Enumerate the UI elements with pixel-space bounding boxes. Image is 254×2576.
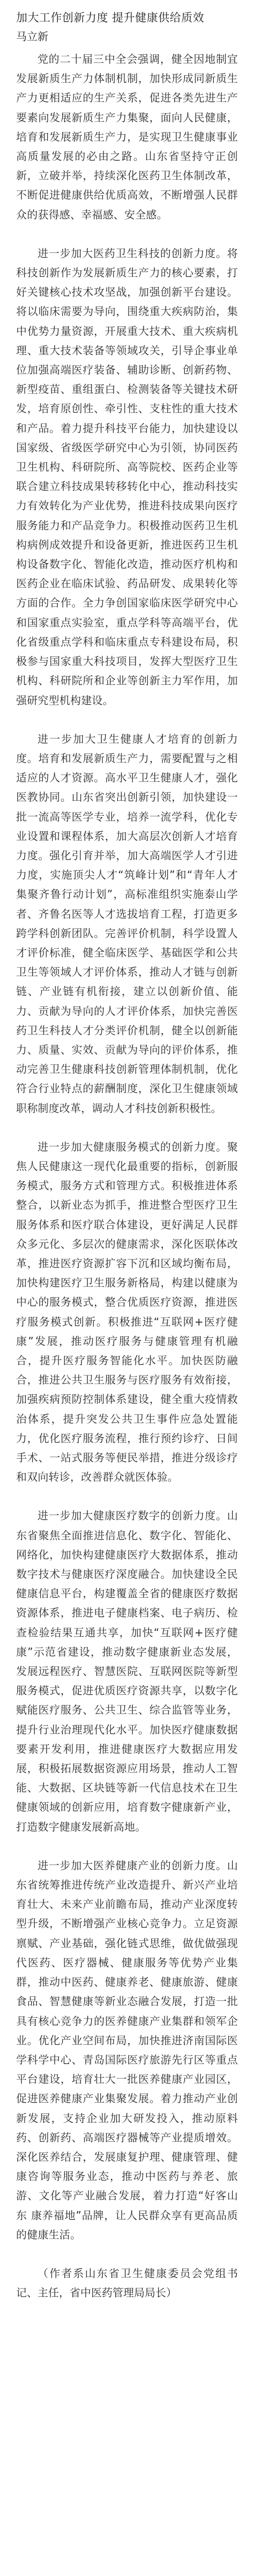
article-intro-paragraph: 党的二十届三中全会强调，健全因地制宜发展新质生产力体制机制，加快形成同新质生产力更相适应的生产关系，促进各类先进生产要素向发展新质生产力集聚，面向人民健康，培育和发展新质生产力，是实现卫生健康事业高质量发展的必由之路。山东省坚持守正创新，立破并举，持续深化医药卫生体制改革，不断促进健康供给优质高效，不断增强人民群众的获得感、幸福感、安全感。 [16,53,238,221]
author-note: （作者系山东省卫生健康委员会党组书记、主任，省中医药管理局局长） [16,2266,238,2300]
section-paragraph-tech-innovation: 进一步加大医药卫生科技的创新力度。将科技创新作为发展新质生产力的核心要素，打好关键核心技术攻坚战，加强创新平台建设。将以临床需要为导向，围绕重大疾病防治，集中优势力量资源，开展重大技术、重大疾病机理、重大技术装备等领域攻关，引导企事业单位加强高端医疗装备、辅助诊断、创新药物、新型疫苗、重组蛋白、检测装备等关键技术研发，培育原创性、牵引性、支柱性的重大技术和产品。着力提升科技平台能力，加快建设以国家级、省级医学研究中心为引领，协同医药卫生机构、科研院所、高等院校、医药企业等联合建立科技成果转移转化中心，推动科技实力有效转化为产业优势，推进科技成果向医疗服务能力和产品竞争力。积极推动医药卫生机构病例成效提升和设备更新，推进医药卫生机构设备数字化、智能化改造，推动医疗机构和医药企业在临床试验、药品研发、成果转化等方面的合作。全力争创国家临床医学研究中心和国家重点实验室，重点学科等高端平台，优化省级重点学科和临床重点专科建设布局，积极参与国家重大科技项目，发挥大型医疗卫生机构、科研院所和企业等创新主力军作用，加强研究型机构建设。 [16,246,238,707]
article-author: 马立新 [16,30,48,43]
section-gap [16,1487,238,1506]
section-gap [16,1118,238,1137]
section-gap [16,224,238,244]
section-gap [16,710,238,729]
section-paragraph-talent-cultivation: 进一步加大卫生健康人才培育的创新力度。培育和发展新质生产力，需要配置与之相适应的人才资源。高水平卫生健康人才，强化医教协同。山东省突出创新引领，加快建设一批一流高等医学专业，培养一流学科，优化专业设置和课程体系，加大高层次创新人才培育力度。强化引育并举，加大高端医学人才引进力度，实施顶尖人才“筑峰计划”和“青年人才集聚齐鲁行动计划”，高标准组织实施泰山学者、齐鲁名医等人才选拔培育工程，打造更多跨学科创新团队。完善评价机制，科学设置人才评价标准，健全临床医学、基础医学和公共卫生等领域人才评价体系，推动人才链与创新链、产业链有机衔接，建立以创新价值、能力、贡献为导向的人才评价体系，加快完善医药卫生科技人才分类评价机制，健全以创新能力、质量、实效、贡献为导向的评价体系，推动完善卫生健康科技创新管理体制机制，优化符合行业特点的薪酬制度，深化卫生健康领域职称制度改革，调动人才科技创新积极性。 [16,732,238,1115]
article-title: 加大工作创新力度 提升健康供给质效 [16,11,205,24]
section-paragraph-service-model: 进一步加大健康服务模式的创新力度。聚焦人民健康这一现代化最重要的指标，创新服务模式，服务方式和管理方式。积极推进体系整合，以新业态为抓手，推进整合型医疗卫生服务体系和医疗联合体建设，更好满足人民群众多元化、多层次的健康需求，深化医联体改革，推进医疗资源扩容下沉和区域均衡布局，加快构建医疗卫生服务新格局，构建以健康为中心的服务模式，整合优质医疗资源，推进医疗服务模式创新。积极推进“互联网+医疗健康”发展，推动医疗服务与健康管理有机融合，提升医疗服务智能化水平。加快医防融合，推进公共卫生服务与医疗服务有效衔接，加强疾病预防控制体系建设，健全重大疫情救治体系，提升突发公共卫生事件应急处置能力，优化医疗服务流程，推行预约诊疗、日间手术、一站式服务等便民举措，推进分级诊疗和双向转诊，改善群众就医体验。 [16,1140,238,1484]
section-paragraph-health-industry: 进一步加大医养健康产业的创新力度。山东省统筹推进传统产业改造提升、新兴产业培育壮大、未来产业前瞻布局，推动产业深度转型升级，不断增强产业核心竞争力。立足资源禀赋、产业基础，强化链式思维，做优做强现代医药、医疗器械、健康服务等优势产业集群，推动中医药、健康养老、健康旅游、健康食品、智慧健康等新业态融合发展，打造一批具有核心竞争力的医养健康产业集群和领军企业。优化产业空间布局，加快推进济南国际医学科学中心、青岛国际医疗旅游先行区等重点平台建设，培育壮大一批医养健康产业园区，促进医养健康产业集聚发展。着力推动产业创新发展，支持企业加大研发投入，推动原料药、创新药、高端医疗器械等产业提质增效。深化医养结合，发展康复护理、健康管理、健康咨询等服务业态，推动中医药与养老、旅游、文化等产业融合发展，着力打造“好客山东 康养福地”品牌，让人民群众享有更高品质的健康生活。 [16,1858,238,2241]
section-gap [16,1836,238,1856]
section-paragraph-digital-health: 进一步加大健康医疗数字的创新力度。山东省聚焦全面推进信息化、数字化、智能化、网络化，加快构建健康医疗大数据体系，推动数字技术与健康医疗深度融合。加快建设全民健康信息平台，构建覆盖全省的健康医疗数据资源体系，推进电子健康档案、电子病历、检查检验结果互通共享，加快“互联网+医疗健康”示范省建设，推动数字健康新业态发展，发展远程医疗、智慧医院、互联网医院等新型服务模式，促进优质医疗资源共享，以数字化赋能医疗服务、公共卫生、综合监管等业务，提升行业治理现代化水平。加快医疗健康数据要素开发利用，推进健康医疗大数据应用发展，积极拓展数据资源应用场景，推动人工智能、大数据、区块链等新一代信息技术在卫生健康领域的创新应用，培育数字健康新产业，打造数字健康发展新高地。 [16,1509,238,1833]
